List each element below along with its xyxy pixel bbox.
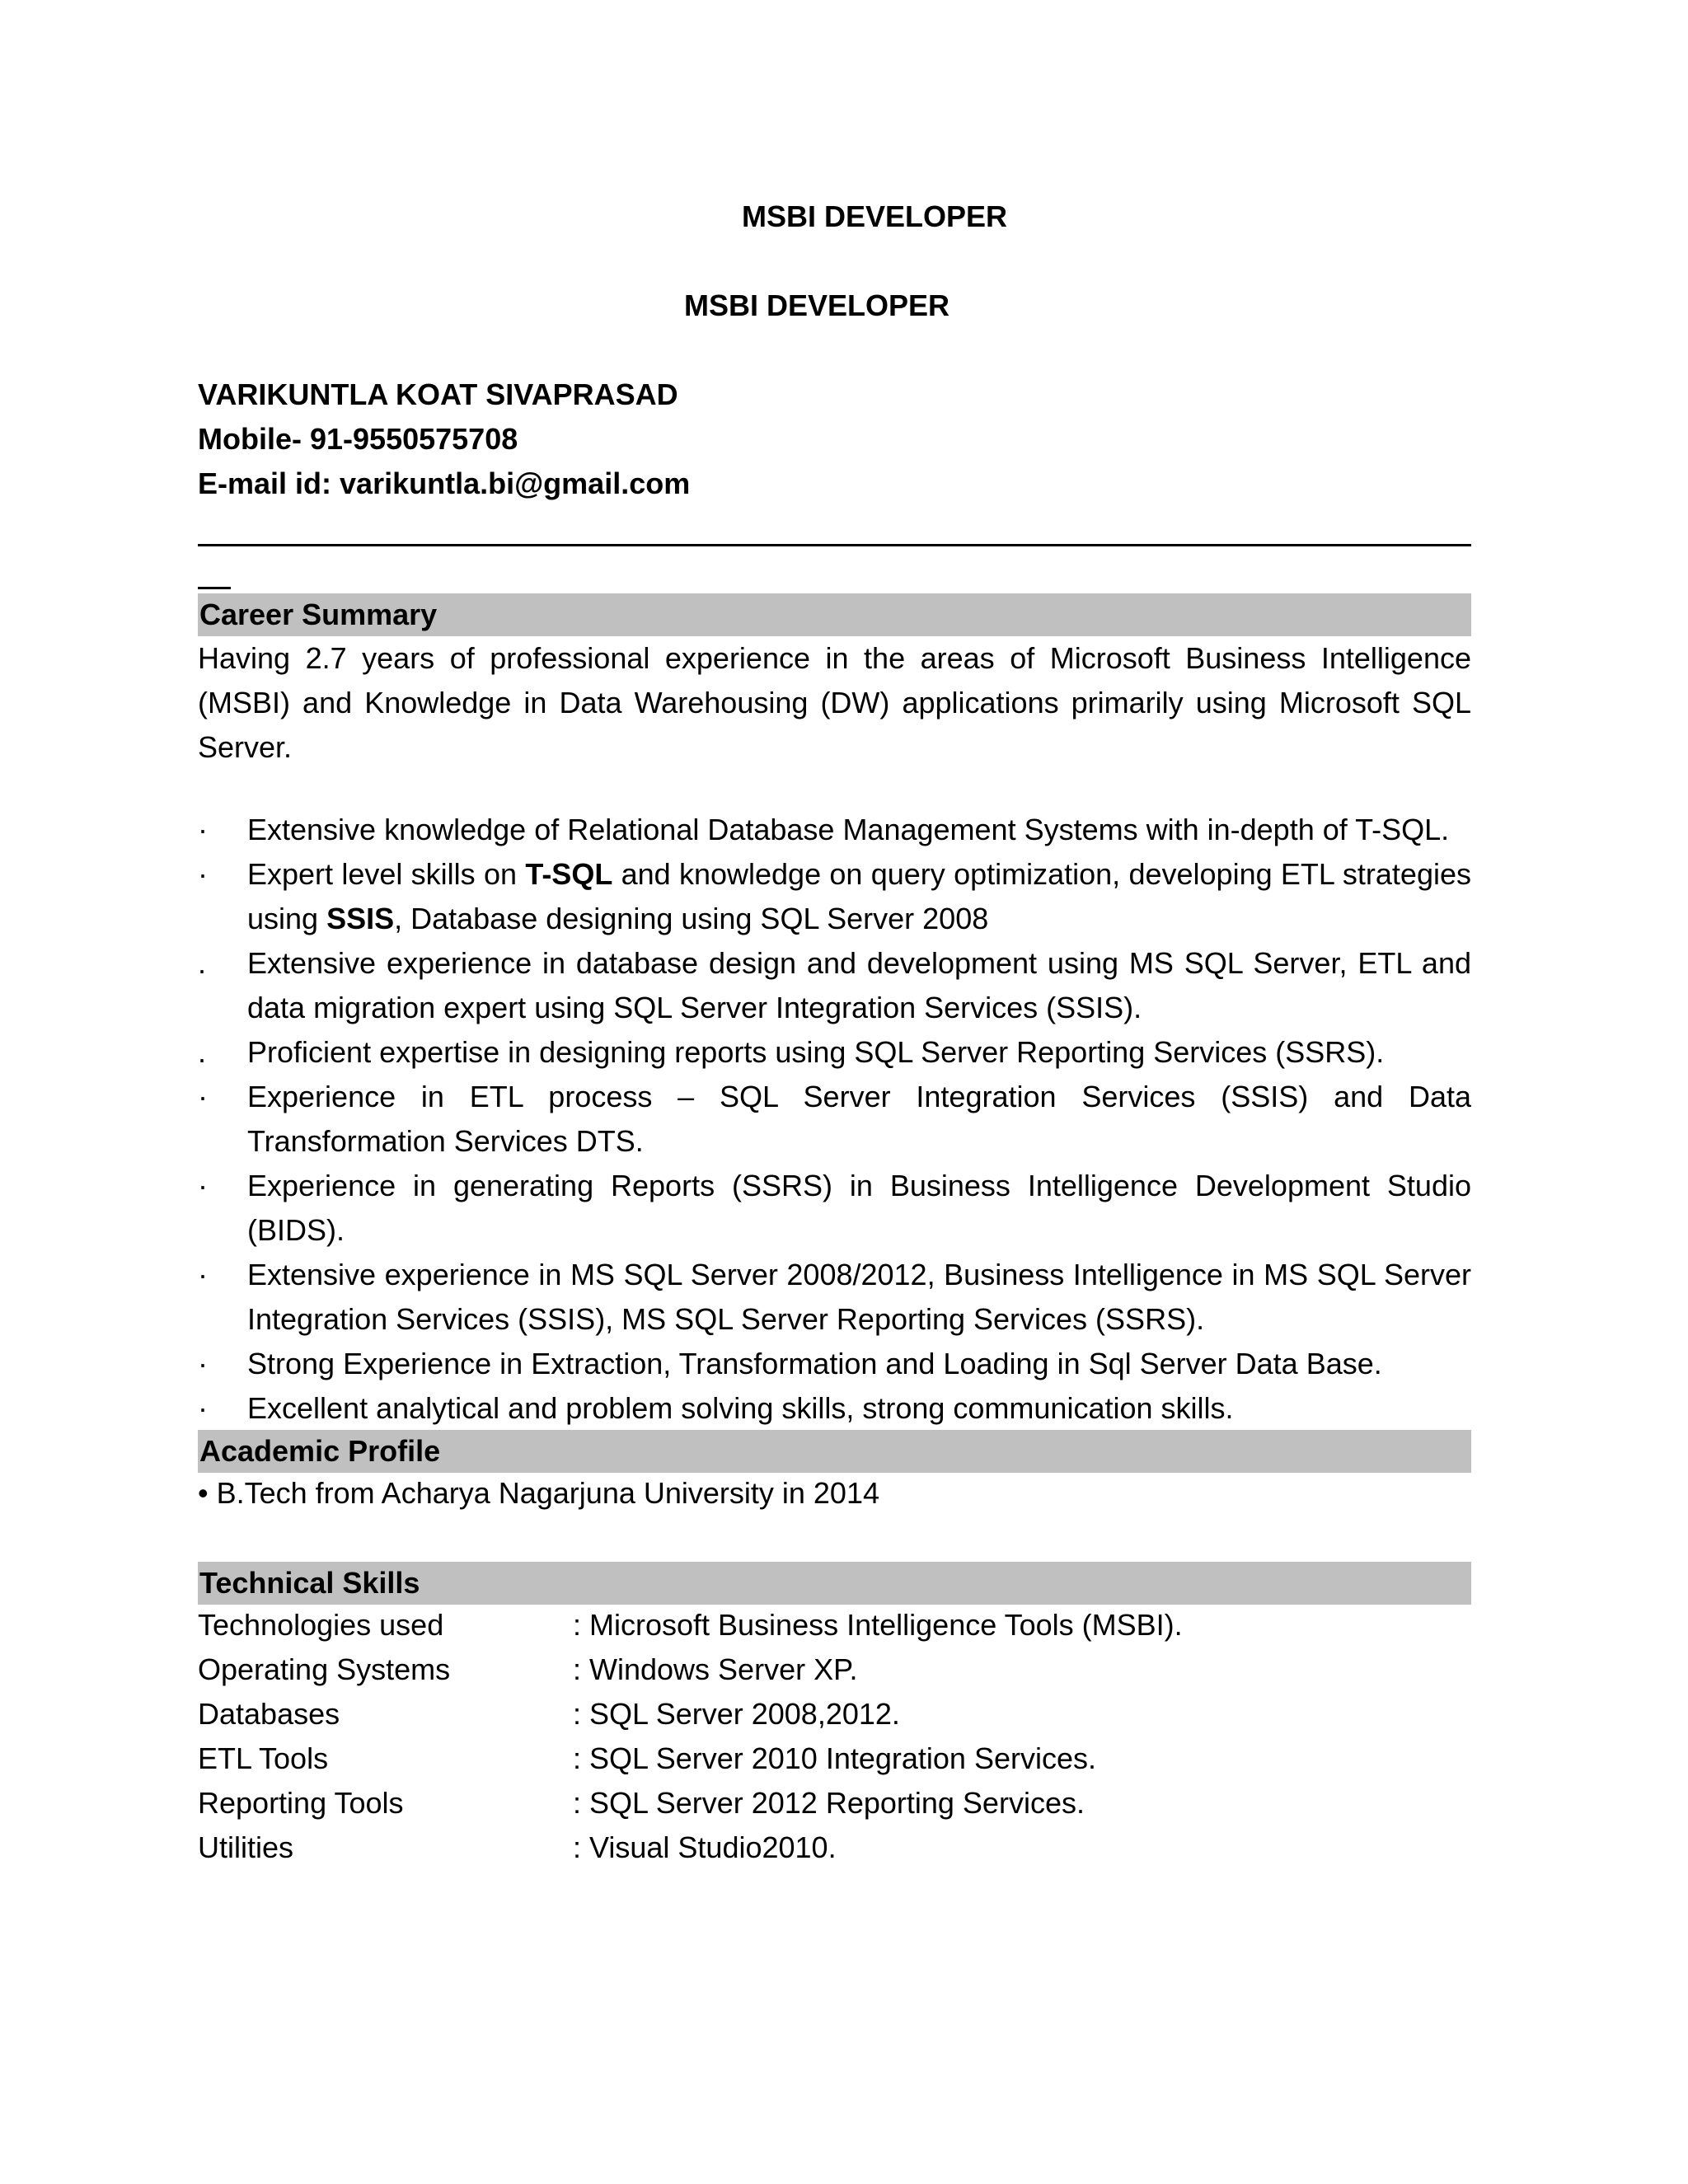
skill-value: : SQL Server 2012 Reporting Services. — [573, 1786, 1085, 1820]
technical-skills-table — [198, 1603, 1471, 1870]
career-summary-bullets — [198, 808, 1471, 1431]
skill-value: : Windows Server XP. — [573, 1652, 858, 1686]
skill-label: Technologies used — [198, 1608, 444, 1642]
table-row — [198, 1781, 1471, 1825]
bullet-text: Extensive experience in database design and development using MS SQL Server, ETL and data migration expert using SQL Server Integration Services (SSIS). — [247, 946, 1471, 1024]
skill-value: : Microsoft Business Intelligence Tools (MSBI). — [573, 1608, 1183, 1642]
mobile-label: Mobile — [198, 422, 292, 456]
list-item — [198, 1164, 1471, 1253]
career-summary-paragraph: Having 2.7 years of professional experience in the areas of Microsoft Business Intelligence (MSBI) and Knowledge in Data Warehousing (DW) applications primarily using Microsoft SQL Server. — [198, 641, 1471, 764]
mobile-number: - 91-9550575708 — [292, 422, 518, 456]
table-row — [198, 1736, 1471, 1781]
bullet-marker: · — [198, 1391, 208, 1425]
bullet-text: Excellent analytical and problem solving skills, strong communication skills. — [247, 1391, 1234, 1425]
bullet-marker: . — [198, 946, 207, 980]
list-item — [198, 1342, 1471, 1386]
list-item — [198, 941, 1471, 1030]
skill-label: Utilities — [198, 1830, 294, 1864]
table-row — [198, 1647, 1471, 1692]
skill-label: ETL Tools — [198, 1741, 329, 1775]
bullet-text: Extensive experience in MS SQL Server 2008/2012, Business Intelligence in MS SQL Server Integration Services (SSIS), MS SQL Server Reporting Services (SSRS). — [247, 1258, 1471, 1336]
bullet-marker: . — [198, 1035, 207, 1069]
email-line: E-mail id: varikuntla.bi@gmail.com — [198, 466, 691, 500]
list-item — [198, 1030, 1471, 1075]
bullet-marker: · — [198, 1080, 208, 1113]
mobile-line — [198, 422, 518, 457]
bullet-text: Experience in ETL process – SQL Server Integration Services (SSIS) and Data Transformation Services DTS. — [247, 1080, 1471, 1158]
section-heading-academic-profile: Academic Profile — [198, 1430, 1471, 1473]
section-heading-career-summary: Career Summary — [198, 593, 1471, 636]
list-item — [198, 1253, 1471, 1342]
bullet-marker: · — [198, 857, 208, 891]
skill-label: Databases — [198, 1697, 340, 1731]
list-item — [198, 852, 1471, 941]
document-subtitle: MSBI DEVELOPER — [684, 288, 950, 322]
table-row — [198, 1603, 1471, 1647]
list-item — [198, 808, 1471, 852]
document-title: MSBI DEVELOPER — [742, 199, 1008, 233]
skill-label: Operating Systems — [198, 1652, 451, 1686]
bullet-text: Strong Experience in Extraction, Transformation and Loading in Sql Server Data Base. — [247, 1347, 1382, 1380]
skill-value: : SQL Server 2008,2012. — [573, 1697, 900, 1731]
divider-line — [198, 544, 1471, 546]
bullet-text: Extensive knowledge of Relational Database Management Systems with in-depth of T-SQL. — [247, 813, 1450, 846]
bullet-text-part: and knowledge on query optimization, developing ETL strategies using — [247, 857, 1471, 935]
bullet-bold-term: T-SQL — [525, 857, 613, 891]
skill-value: : SQL Server 2010 Integration Services. — [573, 1741, 1096, 1775]
bullet-marker: · — [198, 1169, 208, 1202]
academic-item: • B.Tech from Acharya Nagarjuna University in 2014 — [198, 1476, 879, 1510]
bullet-text: Proficient expertise in designing reports using SQL Server Reporting Services (SSRS). — [247, 1035, 1385, 1069]
section-heading-technical-skills: Technical Skills — [198, 1562, 1471, 1605]
candidate-name: VARIKUNTLA KOAT SIVAPRASAD — [198, 377, 678, 411]
bullet-text-part: Expert level skills on — [247, 857, 526, 891]
skill-value: : Visual Studio2010. — [573, 1830, 837, 1864]
list-item — [198, 1386, 1471, 1431]
table-row — [198, 1692, 1471, 1736]
bullet-text: Experience in generating Reports (SSRS) in Business Intelligence Development Studio (BIDS). — [247, 1169, 1471, 1247]
bullet-marker: · — [198, 813, 208, 846]
skill-label: Reporting Tools — [198, 1786, 404, 1820]
divider-line-tail — [198, 587, 231, 589]
table-row — [198, 1825, 1471, 1870]
bullet-marker: · — [198, 1347, 208, 1380]
bullet-bold-term: SSIS — [326, 902, 395, 935]
bullet-text-part: , Database designing using SQL Server 2008 — [394, 902, 989, 935]
bullet-marker: · — [198, 1258, 208, 1291]
list-item — [198, 1075, 1471, 1164]
